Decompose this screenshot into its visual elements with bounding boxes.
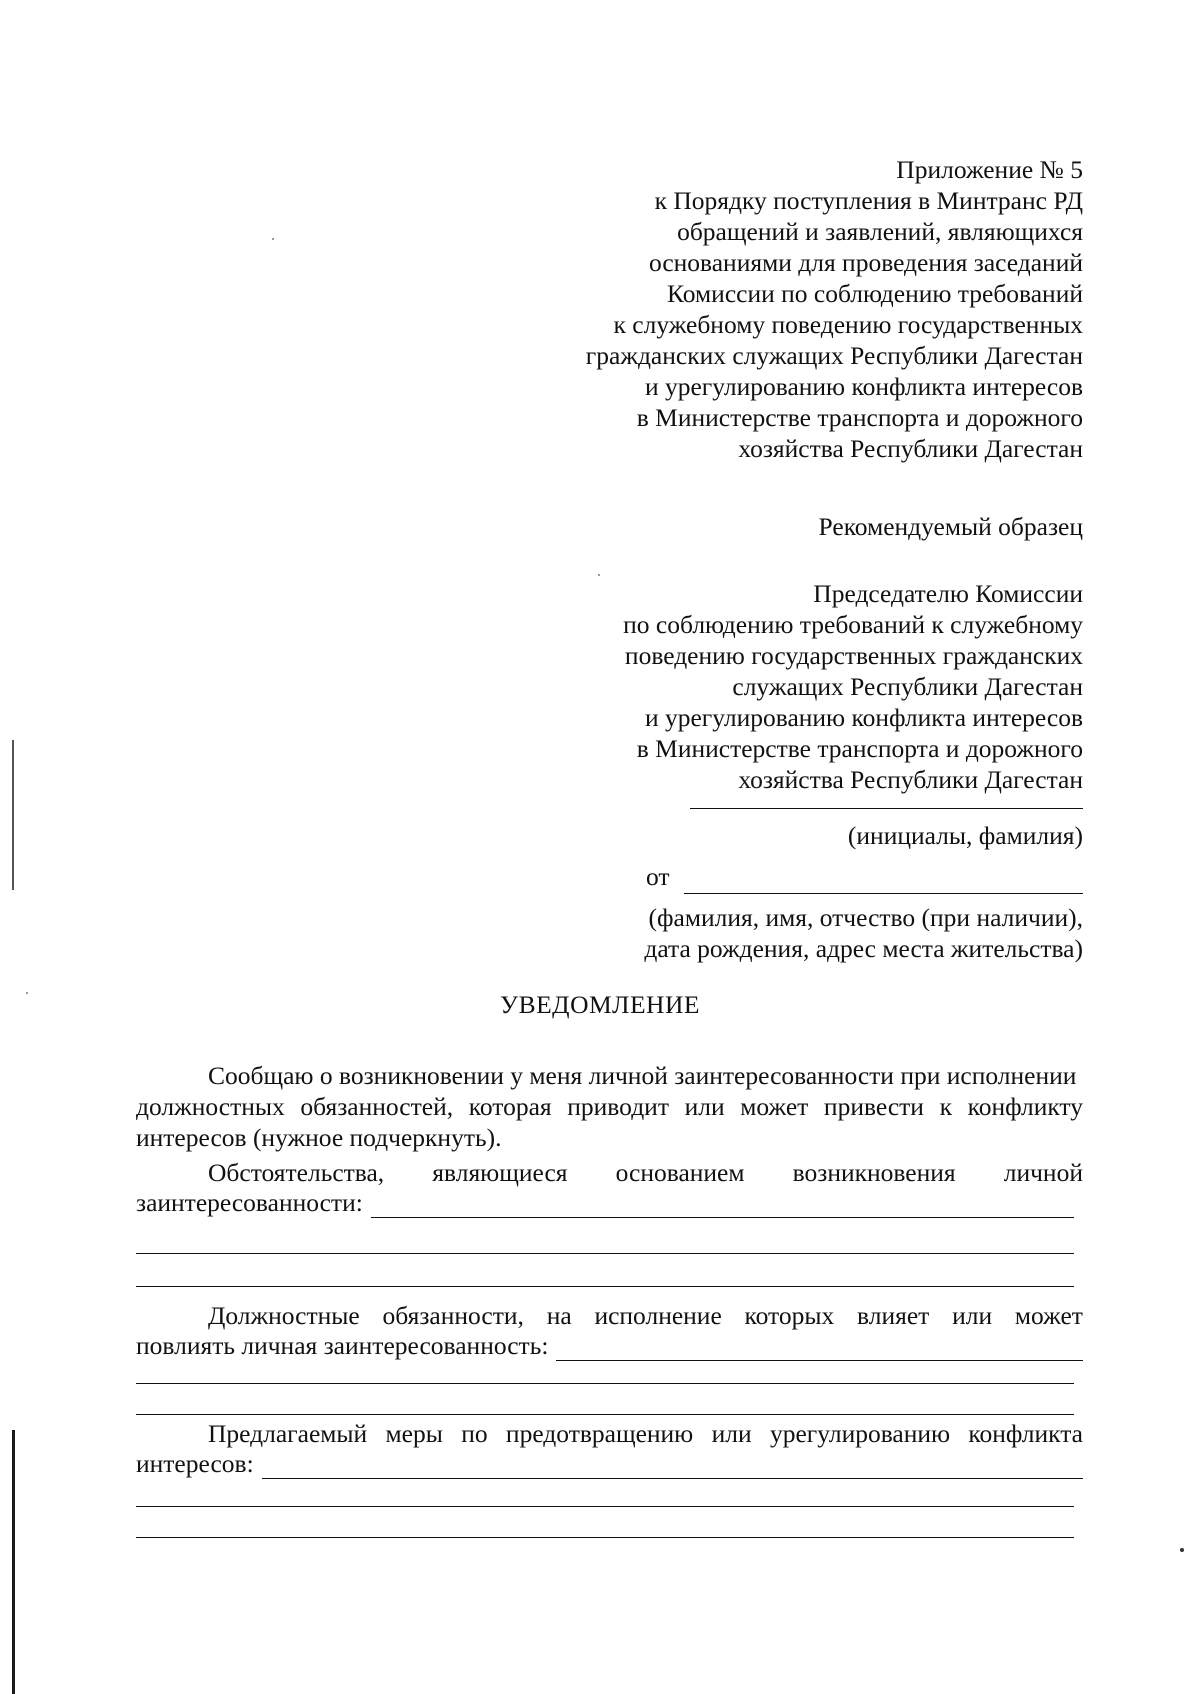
circumstances-blank-line[interactable] [136, 1286, 1074, 1287]
paragraph-measures [136, 1418, 1083, 1449]
circumstances-field-row [136, 1188, 1074, 1218]
paragraph-notice [136, 1060, 1083, 1153]
scan-speck [272, 238, 274, 240]
scan-edge-mark [12, 740, 14, 890]
annex-line: основаниями для проведения заседаний [648, 248, 1083, 277]
from-label: от [646, 862, 670, 891]
word: Предлагаемый [208, 1419, 368, 1448]
sender-caption-2: дата рождения, адрес места жительства) [644, 934, 1083, 963]
sender-caption-1: (фамилия, имя, отчество (при наличии), [648, 903, 1083, 932]
word: или [952, 1301, 993, 1330]
word: основанием [615, 1158, 745, 1187]
document-title: УВЕДОМЛЕНИЕ [500, 990, 700, 1019]
circumstances-blank-line[interactable] [371, 1193, 1074, 1218]
word: на [546, 1301, 572, 1330]
annex-header [586, 154, 1083, 464]
addressee-line: по соблюдению требований к служебному [623, 610, 1083, 639]
annex-line: Приложение № 5 [896, 155, 1083, 184]
sender-blank-line[interactable] [684, 893, 1083, 894]
word: исполнение [594, 1301, 722, 1330]
measures-blank-line[interactable] [136, 1506, 1074, 1507]
word: обязанности, [382, 1301, 524, 1330]
addressee-line: и урегулированию конфликта интересов [644, 703, 1083, 732]
paragraph-duties [136, 1300, 1083, 1331]
sample-label: Рекомендуемый образец [818, 512, 1083, 541]
annex-line: Комиссии по соблюдению требований [667, 279, 1083, 308]
paragraph-line [136, 1418, 1083, 1449]
measures-blank-line[interactable] [262, 1454, 1083, 1479]
initials-caption: (инициалы, фамилия) [847, 821, 1083, 850]
scan-edge-mark [12, 1430, 15, 1694]
word: или [711, 1419, 752, 1448]
addressee-line: служащих Республики Дагестан [732, 672, 1083, 701]
paragraph-line [136, 1060, 1083, 1091]
word: Обстоятельства, [208, 1158, 385, 1187]
annex-line: гражданских служащих Республики Дагестан [585, 341, 1083, 370]
annex-line: и урегулированию конфликта интересов [644, 372, 1083, 401]
paragraph-line [136, 1157, 1083, 1188]
measures-blank-line[interactable] [136, 1537, 1074, 1538]
initials-blank-line[interactable] [690, 808, 1083, 809]
field-label: интересов: [136, 1449, 254, 1478]
addressee-line: поведению государственных гражданских [624, 641, 1083, 670]
word: по [461, 1419, 488, 1448]
annex-line: к Порядку поступления в Минтранс РД [654, 186, 1083, 215]
annex-line: хозяйства Республики Дагестан [738, 434, 1083, 463]
annex-line: в Министерстве транспорта и дорожного [636, 403, 1083, 432]
paragraph-circumstances [136, 1157, 1083, 1188]
duties-field-row [136, 1331, 1083, 1361]
word: предотвращению [505, 1419, 694, 1448]
word: меры [385, 1419, 443, 1448]
addressee-line: в Министерстве транспорта и дорожного [636, 734, 1083, 763]
word: влияет [857, 1301, 930, 1330]
field-label: повлиять личная заинтересованность: [136, 1331, 549, 1360]
word: являющиеся [432, 1158, 568, 1187]
word: может [1014, 1301, 1083, 1330]
measures-field-row [136, 1449, 1083, 1479]
addressee-line: хозяйства Республики Дагестан [738, 765, 1083, 794]
addressee-block [623, 578, 1083, 795]
duties-blank-line[interactable] [556, 1336, 1083, 1361]
word: Должностные [208, 1301, 360, 1330]
addressee-line: Председателю Комиссии [813, 579, 1083, 608]
duties-blank-line[interactable] [136, 1383, 1074, 1384]
text-run: Сообщаю о возникновении у меня личной заинтересованности при исполнении [208, 1061, 1077, 1090]
word: урегулированию [769, 1419, 951, 1448]
paragraph-line: интересов (нужное подчеркнуть). [136, 1123, 502, 1152]
duties-blank-line[interactable] [136, 1414, 1074, 1415]
scan-speck [1180, 1548, 1184, 1552]
word: возникновения [792, 1158, 956, 1187]
annex-line: к служебному поведению государственных [613, 310, 1083, 339]
scan-speck [598, 574, 600, 576]
word: личной [1003, 1158, 1083, 1187]
paragraph-line: должностных обязанностей, которая приводит или может привести к конфликту [136, 1092, 1083, 1121]
circumstances-blank-line[interactable] [136, 1253, 1074, 1254]
paragraph-line [136, 1300, 1083, 1331]
word: конфликта [968, 1419, 1083, 1448]
word: которых [744, 1301, 835, 1330]
field-label: заинтересованности: [136, 1188, 363, 1217]
annex-line: обращений и заявлений, являющихся [677, 217, 1083, 246]
